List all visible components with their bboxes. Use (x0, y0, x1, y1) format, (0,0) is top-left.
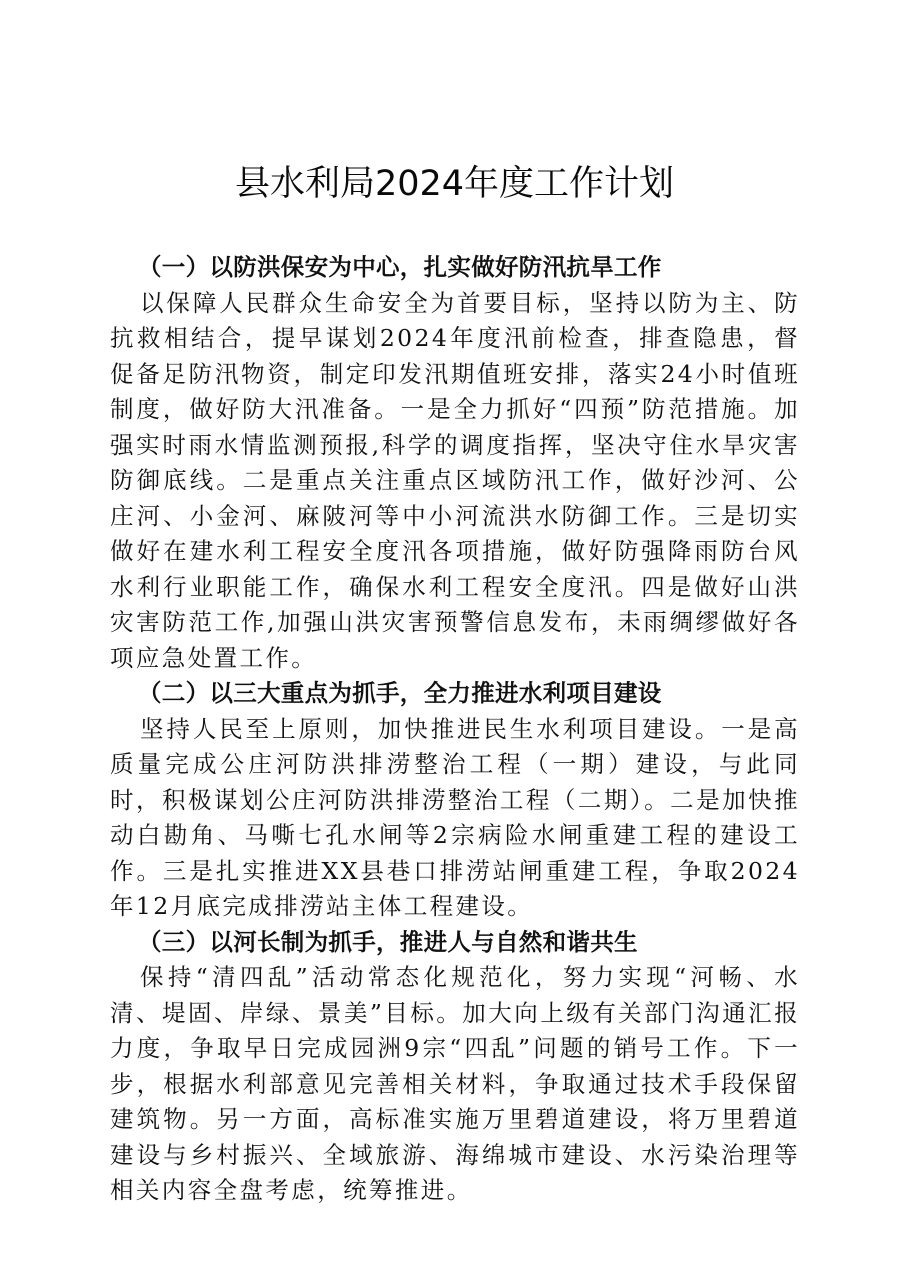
section-3-heading: （三）以河长制为抓手，推进人与自然和谐共生 (138, 927, 638, 956)
section-2-paragraph: 坚持人民至上原则，加快推进民生水利项目建设。一是高质量完成公庄河防洪排涝整治工程（一期）建设，与此同时，积极谋划公庄河防洪排涝整治工程（二期）。二是加快推动白勘角、马嘶七孔水闸等2宗病险水闸重建工程的建设工作。三是扎实推进XX县巷口排涝站闸重建工程，争取2024年12月底完成排涝站主体工程建设。 (110, 714, 800, 920)
section-2-heading: （二）以三大重点为抓手，全力推进水利项目建设 (138, 679, 662, 707)
section-3-paragraph: 保持“清四乱”活动常态化规范化，努力实现“河畅、水清、堤固、岸绿、景美”目标。加大向上级有关部门沟通汇报力度，争取早日完成园洲9宗“四乱”问题的销号工作。下一步，根据水利部意见完善相关材料，争取通过技术手段保留建筑物。另一方面，高标准实施万里碧道建设，将万里碧道建设与乡村振兴、全域旅游、海绵城市建设、水污染治理等相关内容全盘考虑，统筹推进。 (110, 963, 800, 1204)
section-1-paragraph: 以保障人民群众生命安全为首要目标，坚持以防为主、防抗救相结合，提早谋划2024年度汛前检查，排查隐患，督促备足防汛物资，制定印发汛期值班安排，落实24小时值班制度，做好防大汛准备。一是全力抓好“四预”防范措施。加强实时雨水情监测预报,科学的调度指挥，坚决守住水旱灾害防御底线。二是重点关注重点区域防汛工作，做好沙河、公庄河、小金河、麻陂河等中小河流洪水防御工作。三是切实做好在建水利工程安全度汛各项措施，做好防强降雨防台风水利行业职能工作，确保水利工程安全度汛。四是做好山洪灾害防范工作,加强山洪灾害预警信息发布，未雨绸缪做好各项应急处置工作。 (110, 288, 800, 672)
section-1-heading: （一）以防洪保安为中心，扎实做好防汛抗旱工作 (138, 253, 662, 281)
document-body (110, 250, 800, 1209)
document-title: 县水利局2024年度工作计划 (234, 164, 675, 204)
